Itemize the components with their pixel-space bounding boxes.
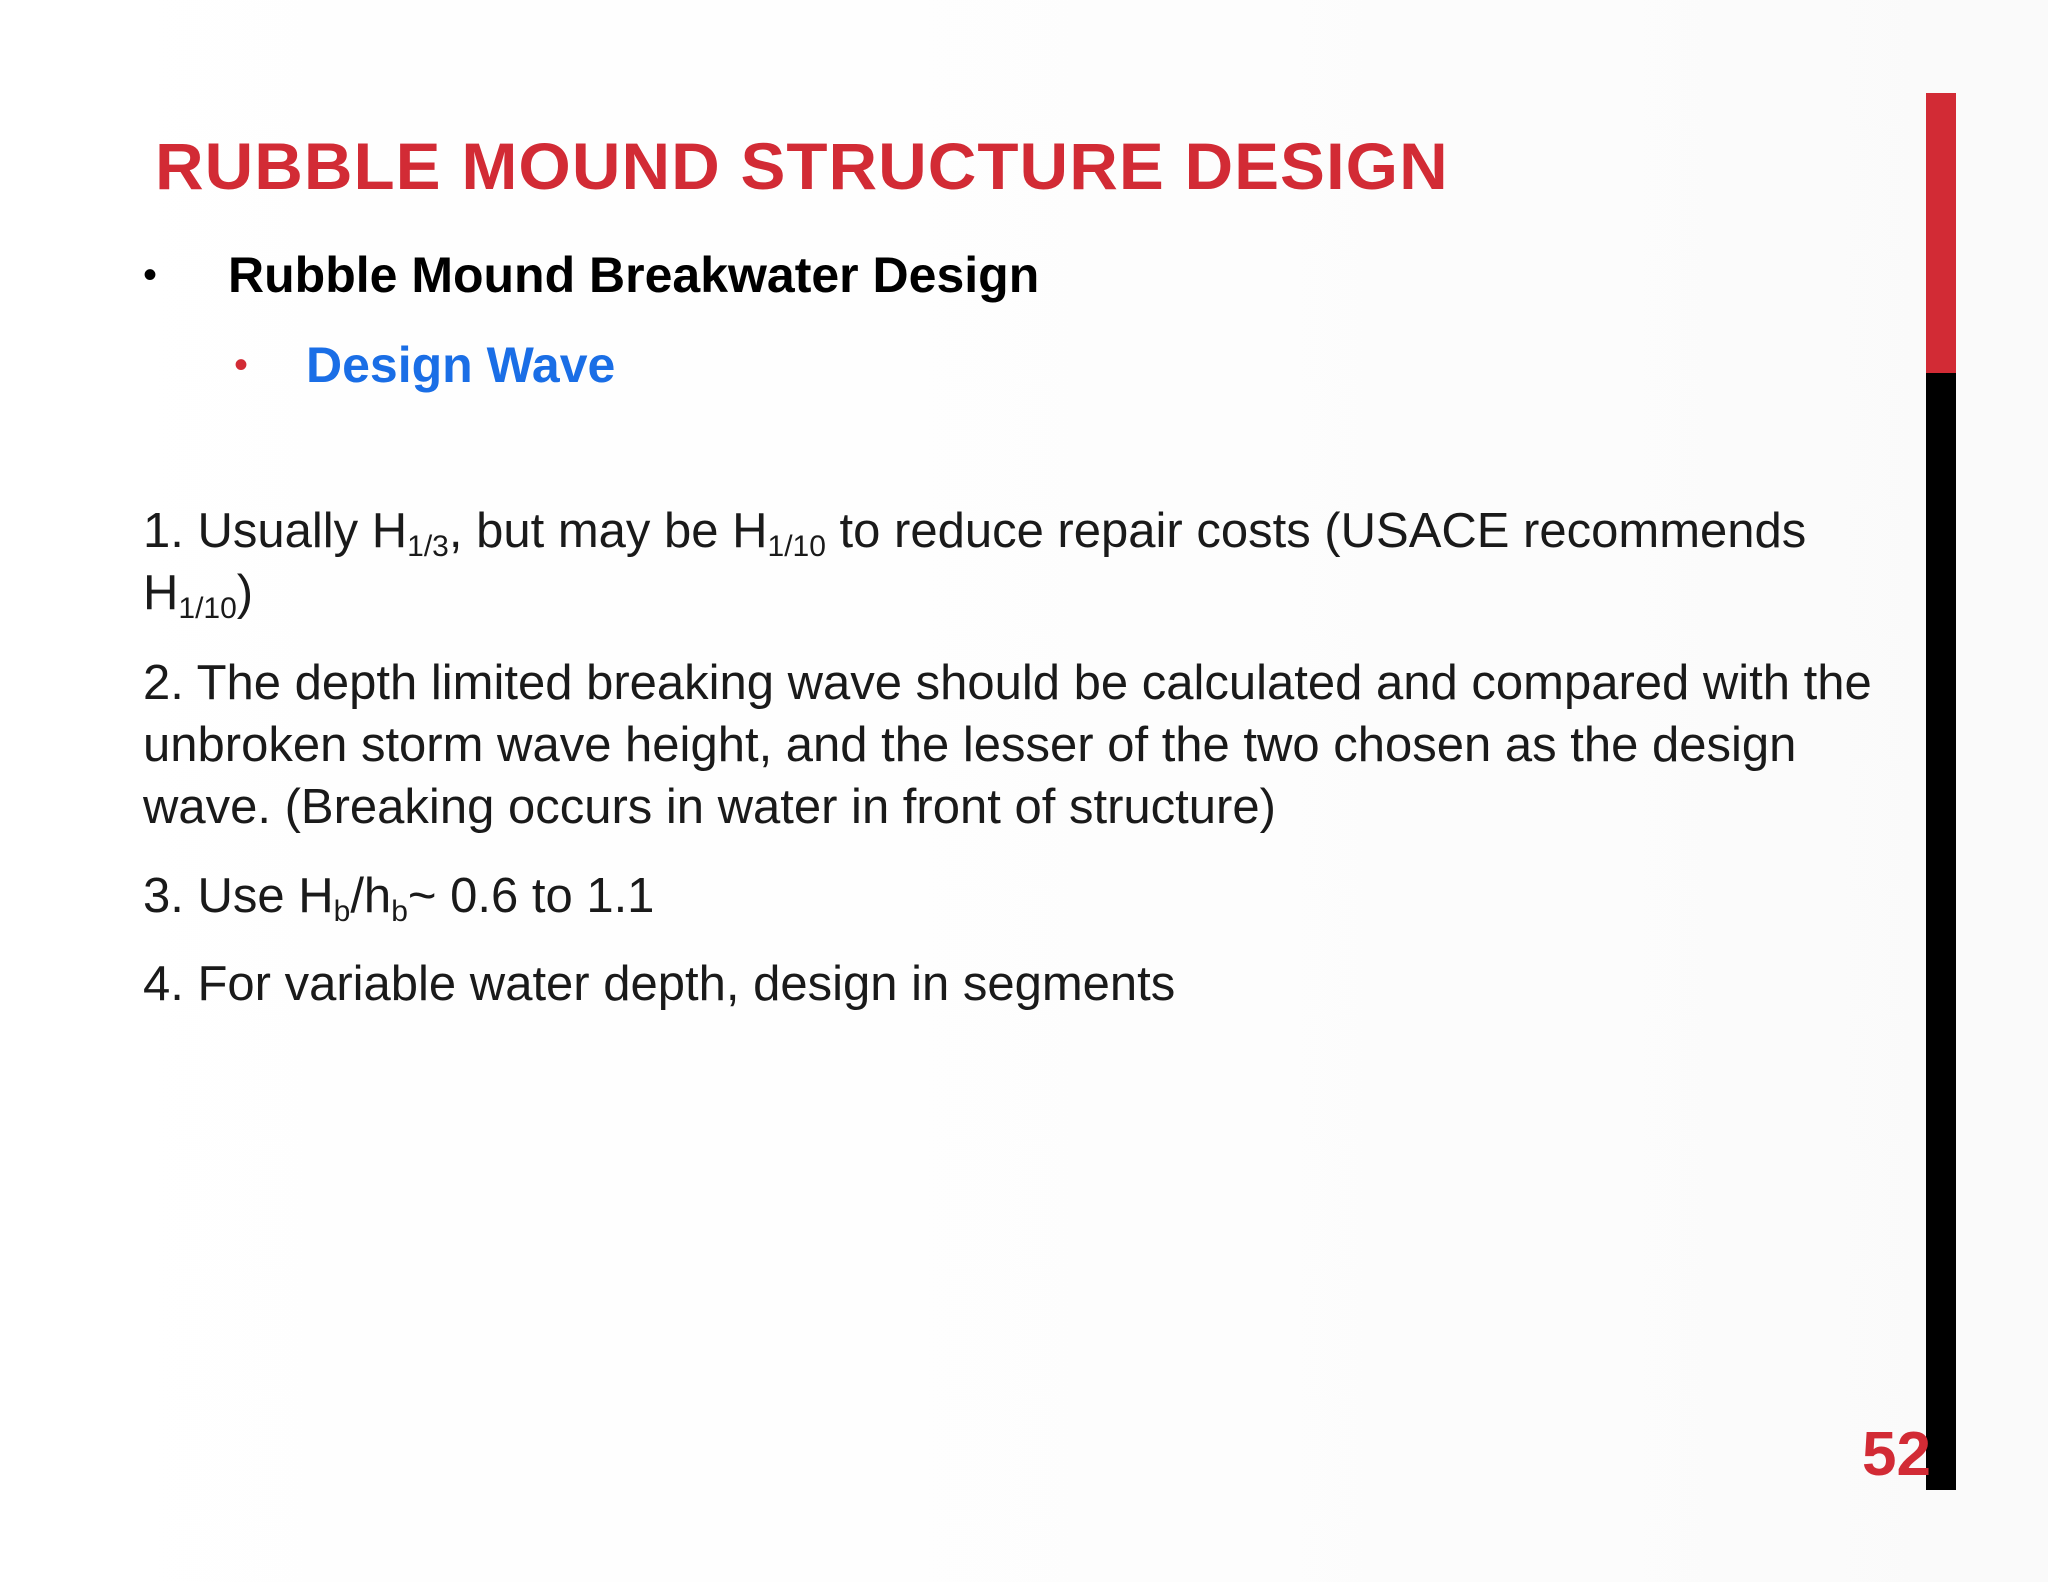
bullet-level-1-text: Rubble Mound Breakwater Design [228, 247, 1040, 303]
item3-subscript-1: b [333, 895, 351, 928]
item1-text-a: 1. Usually H [143, 504, 408, 558]
item3-text-a: 3. Use H [143, 869, 334, 923]
item1-subscript-2: 1/10 [767, 530, 826, 563]
item3-subscript-2: b [391, 895, 408, 928]
item3-text-b: /h [350, 869, 392, 923]
item1-text-b: , but may be H [448, 504, 768, 558]
bullet-dot: • [143, 253, 158, 297]
slide-title: RUBBLE MOUND STRUCTURE DESIGN [155, 129, 1449, 203]
numbered-item-3 [143, 865, 1913, 927]
page-number: 52 [1862, 1420, 1931, 1489]
numbered-item-4: 4. For variable water depth, design in segments [143, 957, 1176, 1011]
item1-subscript-3: 1/10 [178, 592, 237, 625]
bullet-level-2-text: Design Wave [306, 337, 616, 393]
item1-text-d: ) [236, 566, 254, 620]
accent-bar-red [1926, 93, 1956, 373]
numbered-item-2: 2. The depth limited breaking wave should be calculated and compared with the unbroken storm wave height, and the lesser of the two chosen as the design wave. (Breaking occurs in water in front of structure) [143, 656, 1872, 834]
item1-text-c: to reduce repair costs (USACE recommends H [143, 504, 1807, 620]
bullet-dot: • [234, 343, 249, 387]
accent-bar-black [1926, 373, 1956, 1490]
item3-text-c: ~ 0.6 to 1.1 [407, 869, 655, 923]
numbered-item-1 [143, 500, 1913, 624]
item1-subscript-1: 1/3 [407, 530, 449, 563]
